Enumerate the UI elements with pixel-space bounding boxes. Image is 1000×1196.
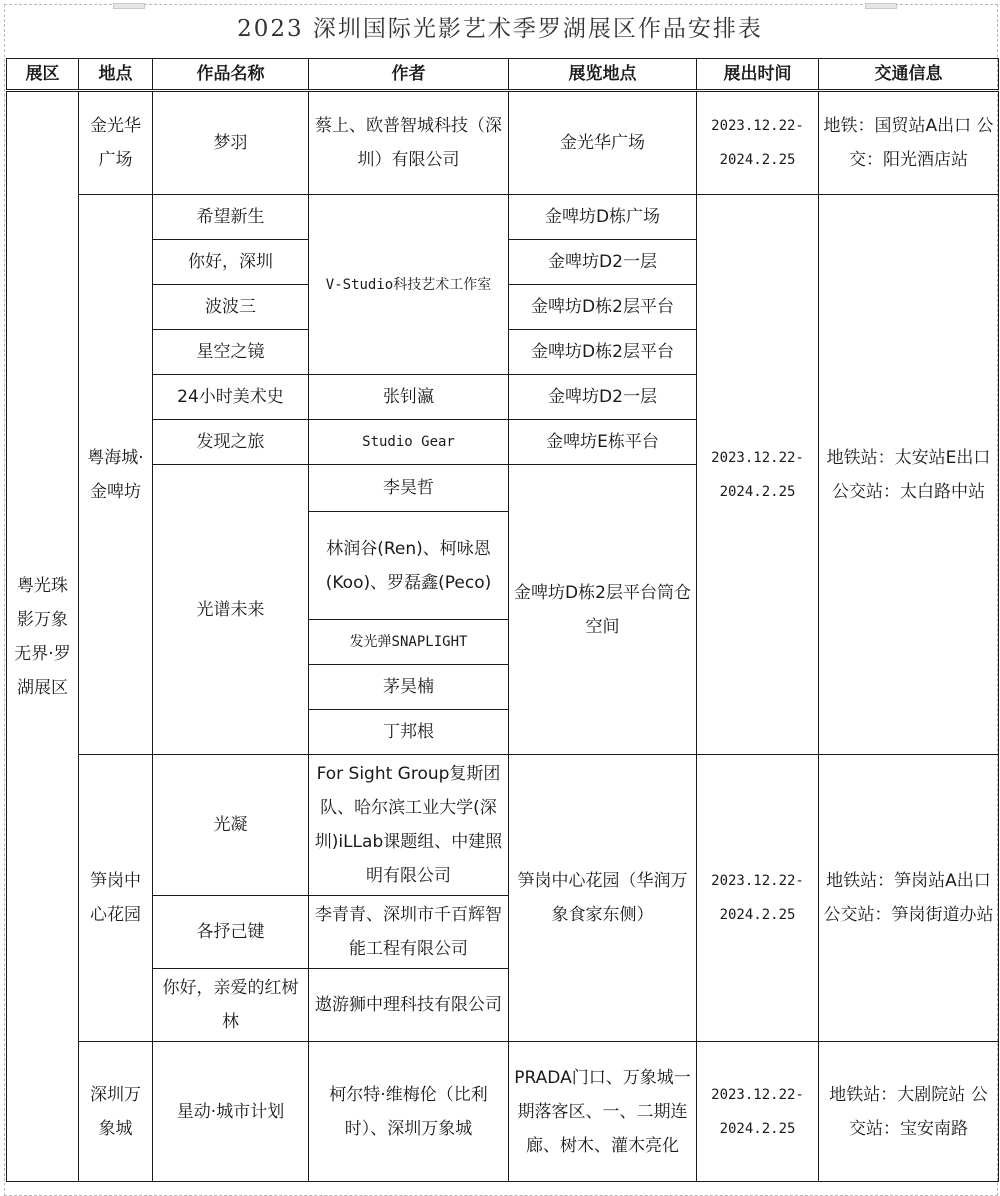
author-cell: For Sight Group复斯团队、哈尔滨工业大学(深圳)iLLab课题组、中建照明有限公司: [309, 755, 509, 896]
location-cell: 粤海城·金啤坊: [79, 195, 153, 755]
venue-cell: 金啤坊D栋2层平台: [509, 285, 697, 330]
transport-cell: 地铁站：大剧院站 公交站：宝安南路: [819, 1042, 999, 1182]
venue-cell: PRADA门口、万象城一期落客区、一、二期连廊、树木、灌木亮化: [509, 1042, 697, 1182]
work-cell: 星空之镜: [153, 330, 309, 375]
work-cell: 光谱未来: [153, 465, 309, 755]
author-cell: 蔡上、欧普智城科技（深圳）有限公司: [309, 91, 509, 195]
venue-cell: 金啤坊D2一层: [509, 240, 697, 285]
location-cell: 深圳万象城: [79, 1042, 153, 1182]
author-cell: 丁邦根: [309, 710, 509, 755]
author-cell: 茅昊楠: [309, 665, 509, 710]
work-cell: 各抒己键: [153, 896, 309, 969]
time-cell: 2023.12.22-2024.2.25: [697, 91, 819, 195]
location-cell: 笋岗中心花园: [79, 755, 153, 1042]
work-cell: 希望新生: [153, 195, 309, 240]
author-cell: 林润谷(Ren)、柯咏恩(Koo)、罗磊鑫(Peco): [309, 512, 509, 620]
ruler-marker: [113, 3, 145, 9]
table-row: [7, 91, 999, 195]
work-cell: 梦羽: [153, 91, 309, 195]
author-cell: Studio Gear: [309, 420, 509, 465]
venue-cell: 金啤坊D2一层: [509, 375, 697, 420]
venue-cell: 金啤坊D栋广场: [509, 195, 697, 240]
work-cell: 24小时美术史: [153, 375, 309, 420]
header-cell: 交通信息: [819, 59, 999, 91]
work-cell: 发现之旅: [153, 420, 309, 465]
header-cell: 作品名称: [153, 59, 309, 91]
time-cell: 2023.12.22-2024.2.25: [697, 1042, 819, 1182]
table-row: [7, 195, 999, 240]
header-cell: 展区: [7, 59, 79, 91]
table-row: [7, 755, 999, 896]
work-cell: 你好，深圳: [153, 240, 309, 285]
transport-cell: 地铁站：笋岗站A出口 公交站：笋岗街道办站: [819, 755, 999, 1042]
work-cell: 你好，亲爱的红树林: [153, 969, 309, 1042]
venue-cell: 金啤坊D栋2层平台筒仓空间: [509, 465, 697, 755]
author-cell: 李青青、深圳市千百辉智能工程有限公司: [309, 896, 509, 969]
author-cell: V-Studio科技艺术工作室: [309, 195, 509, 375]
transport-cell: 地铁：国贸站A出口 公交：阳光酒店站: [819, 91, 999, 195]
venue-cell: 金啤坊E栋平台: [509, 420, 697, 465]
venue-cell: 金光华广场: [509, 91, 697, 195]
zone-cell: 粤光珠影万象无界·罗湖展区: [7, 91, 79, 1182]
header-cell: 展览地点: [509, 59, 697, 91]
page-title: 2023 深圳国际光影艺术季罗湖展区作品安排表: [237, 16, 763, 42]
time-cell: 2023.12.22-2024.2.25: [697, 195, 819, 755]
location-cell: 金光华广场: [79, 91, 153, 195]
venue-cell: 金啤坊D栋2层平台: [509, 330, 697, 375]
work-cell: 波波三: [153, 285, 309, 330]
schedule-table: [6, 58, 999, 1182]
author-cell: 柯尔特·维梅伦（比利时）、深圳万象城: [309, 1042, 509, 1182]
header-cell: 展出时间: [697, 59, 819, 91]
work-cell: 星动·城市计划: [153, 1042, 309, 1182]
work-cell: 光凝: [153, 755, 309, 896]
author-cell: 李昊哲: [309, 465, 509, 512]
author-cell: 发光弹SNAPLIGHT: [309, 620, 509, 665]
author-cell: 遨游狮中理科技有限公司: [309, 969, 509, 1042]
table-header-row: [7, 59, 999, 91]
time-cell: 2023.12.22-2024.2.25: [697, 755, 819, 1042]
venue-cell: 笋岗中心花园（华润万象食家东侧）: [509, 755, 697, 1042]
header-cell: 作者: [309, 59, 509, 91]
table-row: [7, 1042, 999, 1182]
transport-cell: 地铁站：太安站E出口 公交站：太白路中站: [819, 195, 999, 755]
header-cell: 地点: [79, 59, 153, 91]
author-cell: 张钊瀛: [309, 375, 509, 420]
ruler-marker: [865, 3, 897, 9]
